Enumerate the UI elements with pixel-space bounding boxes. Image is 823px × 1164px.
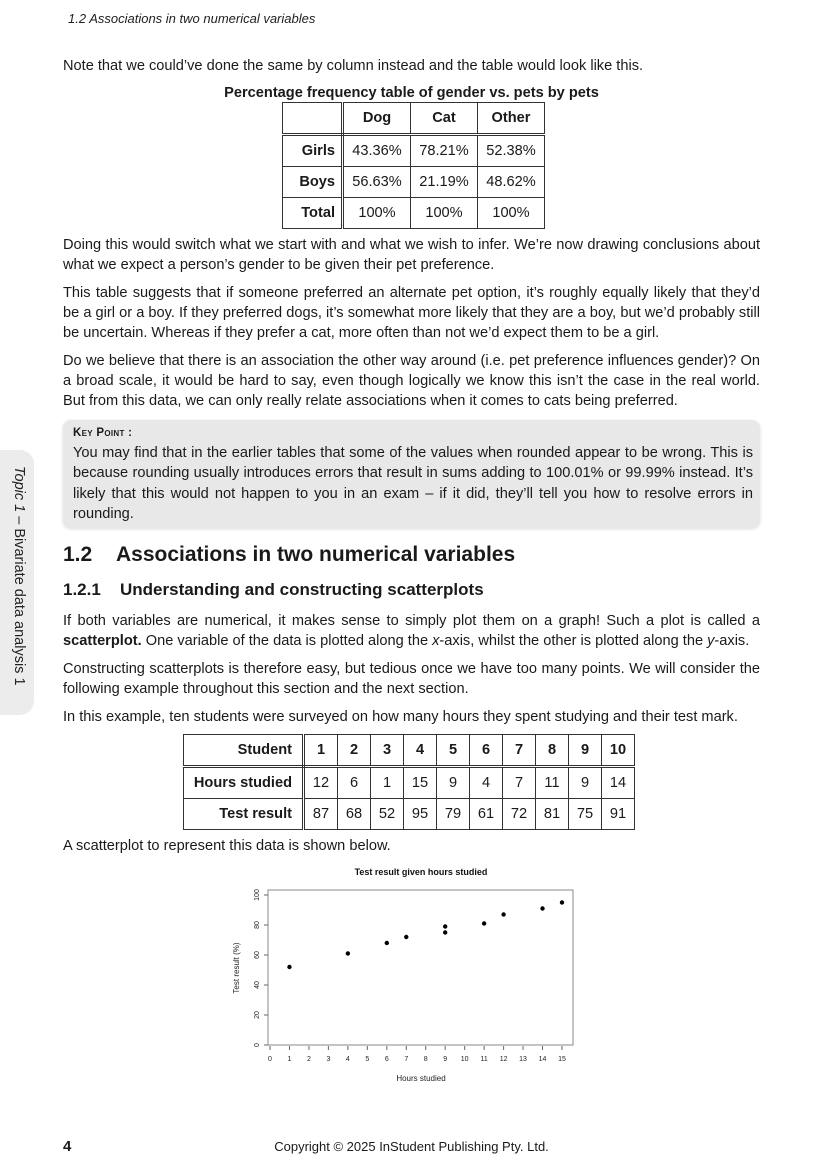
x-tick-label: 12 — [499, 1056, 508, 1063]
table-cell: 87 — [304, 799, 338, 830]
x-tick-label: 11 — [480, 1056, 488, 1063]
paragraph-scatterplot-definition — [63, 611, 760, 651]
chart-title: Test result given hours studied — [354, 867, 488, 877]
table-row — [283, 167, 545, 198]
table-cell: 68 — [338, 799, 371, 830]
data-point — [443, 930, 447, 934]
study-table — [183, 734, 635, 830]
x-tick-label: 10 — [460, 1056, 469, 1063]
study-table-header-row — [184, 735, 635, 767]
pets-col-header: Other — [478, 103, 545, 135]
key-point-body: You may find that in the earlier tables that some of the values when rounded appear to be wrong. This is because rounding usually introduces errors that result in sums adding to 100.01% or 99.99% instead. It’s likely that this would not happen to you in an exam – if it did, they’ll tell you how to resolve errors in rounding. — [73, 445, 753, 522]
table-cell: 52 — [371, 799, 404, 830]
data-points — [287, 900, 564, 969]
pets-table — [282, 102, 545, 229]
student-number: 8 — [536, 735, 569, 767]
scatterplot-chart — [225, 860, 585, 1090]
x-tick-label: 13 — [519, 1056, 527, 1063]
section-title: Associations in two numerical variables — [116, 543, 516, 566]
x-tick-label: 4 — [345, 1056, 350, 1063]
paragraph-switch: Doing this would switch what we start with and what we wish to infer. We’re now drawing conclusions about what we expect a person’s gender to be given their pet preference. — [63, 237, 760, 273]
key-point-title: Key Point : — [73, 427, 133, 439]
text: One variable of the data is plotted along the — [141, 633, 433, 649]
student-number: 7 — [503, 735, 536, 767]
student-number: 6 — [470, 735, 503, 767]
data-point — [385, 941, 389, 945]
y-tick-label: 20 — [254, 1011, 261, 1019]
intro-paragraph: Note that we could’ve done the same by column instead and the table would look like this. — [63, 58, 644, 74]
row-header: Hours studied — [184, 767, 304, 799]
table-row — [283, 198, 545, 229]
data-point — [501, 912, 505, 916]
table-cell: 91 — [602, 799, 635, 830]
student-number: 5 — [437, 735, 470, 767]
table-cell: 100% — [411, 198, 478, 229]
table-cell: 72 — [503, 799, 536, 830]
side-tab-topic: Topic 1 — [11, 466, 27, 513]
x-tick-label: 1 — [287, 1056, 292, 1063]
data-point — [346, 951, 350, 955]
data-point — [443, 924, 447, 928]
row-header: Total — [283, 198, 343, 229]
table-cell: 100% — [478, 198, 545, 229]
student-number: 3 — [371, 735, 404, 767]
data-point — [404, 935, 408, 939]
student-number: 4 — [404, 735, 437, 767]
pets-col-header: Dog — [343, 103, 411, 135]
table-cell: 75 — [569, 799, 602, 830]
table-cell: 7 — [503, 767, 536, 799]
text: If both variables are numerical, it makes sense to simply plot them on a graph! Such a plot is called a — [63, 613, 760, 629]
side-tab-title: Bivariate data analysis 1 — [11, 528, 27, 686]
table-cell: 95 — [404, 799, 437, 830]
student-number: 2 — [338, 735, 371, 767]
paragraph-table-suggests: This table suggests that if someone preferred an alternate pet option, it’s roughly equally likely that they’d be a girl or a boy. If they preferred dogs, it’s somewhat more likely that they are a boy, but we’d probably still be uncertain. Whereas if they prefer a cat, more often than not we’d expect them to be a girl. — [63, 285, 760, 341]
side-tab-label — [7, 466, 27, 686]
table-cell: 9 — [569, 767, 602, 799]
text: -axis, whilst the other is plotted along the — [439, 633, 708, 649]
x-tick-label: 5 — [365, 1056, 370, 1063]
x-tick-label: 15 — [558, 1056, 566, 1063]
running-head: 1.2 Associations in two numerical variables — [68, 11, 316, 26]
subsection-number: 1.2.1 — [63, 580, 101, 599]
y-axis-label: Test result (%) — [232, 942, 241, 994]
data-point — [560, 900, 564, 904]
y-tick-label: 100 — [254, 889, 261, 901]
copyright: Copyright © 2025 InStudent Publishing Pty. Ltd. — [274, 1139, 549, 1154]
table-cell: 21.19% — [411, 167, 478, 198]
data-point — [540, 906, 544, 910]
table-cell: 56.63% — [343, 167, 411, 198]
y-variable: y — [707, 633, 715, 649]
term-scatterplot: scatterplot. — [63, 633, 142, 649]
plot-frame — [268, 890, 573, 1045]
table-cell: 78.21% — [411, 135, 478, 167]
table-cell: 81 — [536, 799, 569, 830]
x-tick-label: 2 — [306, 1056, 311, 1063]
x-axis — [268, 1046, 566, 1063]
row-header: Student — [184, 735, 304, 767]
row-header: Test result — [184, 799, 304, 830]
x-tick-label: 8 — [423, 1056, 428, 1063]
table-cell: 4 — [470, 767, 503, 799]
pets-table-header-row — [283, 103, 545, 135]
x-tick-label: 0 — [268, 1056, 272, 1063]
y-axis — [254, 889, 268, 1047]
table-cell: 48.62% — [478, 167, 545, 198]
pets-col-header: Cat — [411, 103, 478, 135]
student-number: 1 — [304, 735, 338, 767]
student-number: 9 — [569, 735, 602, 767]
x-variable: x — [432, 633, 440, 649]
paragraph-constructing: Constructing scatterplots is therefore easy, but tedious once we have too many points. We will consider the following example throughout this section and the next section. — [63, 661, 760, 697]
pets-table-corner — [283, 103, 343, 135]
page-number: 4 — [63, 1138, 72, 1155]
section-number: 1.2 — [63, 543, 93, 566]
table-cell: 12 — [304, 767, 338, 799]
table-cell: 11 — [536, 767, 569, 799]
table-cell: 15 — [404, 767, 437, 799]
paragraph-association: Do we believe that there is an association the other way around (i.e. pet preference influences gender)? On a broad scale, it would be hard to say, even though logically we know this isn’t the case in the real world. But from this data, we can only really relate associations when it comes to cats being preferred. — [63, 353, 760, 409]
x-axis-label: Hours studied — [396, 1074, 446, 1083]
x-tick-label: 3 — [326, 1056, 331, 1063]
paragraph-example: In this example, ten students were surveyed on how many hours they spent studying and their test mark. — [63, 709, 738, 725]
x-tick-label: 7 — [404, 1056, 409, 1063]
table-cell: 43.36% — [343, 135, 411, 167]
subsection-heading — [63, 580, 484, 600]
x-tick-label: 9 — [443, 1056, 448, 1063]
table-cell: 9 — [437, 767, 470, 799]
data-point — [482, 921, 486, 925]
y-tick-label: 40 — [254, 981, 261, 989]
pets-table-caption: Percentage frequency table of gender vs. pets by pets — [224, 85, 599, 101]
table-cell: 1 — [371, 767, 404, 799]
y-tick-label: 60 — [254, 951, 261, 959]
table-cell: 61 — [470, 799, 503, 830]
section-heading — [63, 543, 515, 567]
row-header: Girls — [283, 135, 343, 167]
table-cell: 100% — [343, 198, 411, 229]
x-tick-label: 14 — [538, 1056, 547, 1063]
subsection-title: Understanding and constructing scatterplots — [120, 580, 484, 599]
table-cell: 52.38% — [478, 135, 545, 167]
table-row — [283, 135, 545, 167]
side-tab-dash: – — [11, 512, 27, 529]
table-cell: 6 — [338, 767, 371, 799]
x-tick-label: 6 — [384, 1056, 389, 1063]
paragraph-chart-intro: A scatterplot to represent this data is shown below. — [63, 838, 391, 854]
table-cell: 79 — [437, 799, 470, 830]
y-tick-label: 0 — [254, 1043, 261, 1047]
row-header: Boys — [283, 167, 343, 198]
data-point — [287, 965, 291, 969]
table-row — [184, 799, 635, 830]
table-cell: 14 — [602, 767, 635, 799]
student-number: 10 — [602, 735, 635, 767]
table-row — [184, 767, 635, 799]
y-tick-label: 80 — [254, 921, 261, 929]
text: -axis. — [714, 633, 750, 649]
